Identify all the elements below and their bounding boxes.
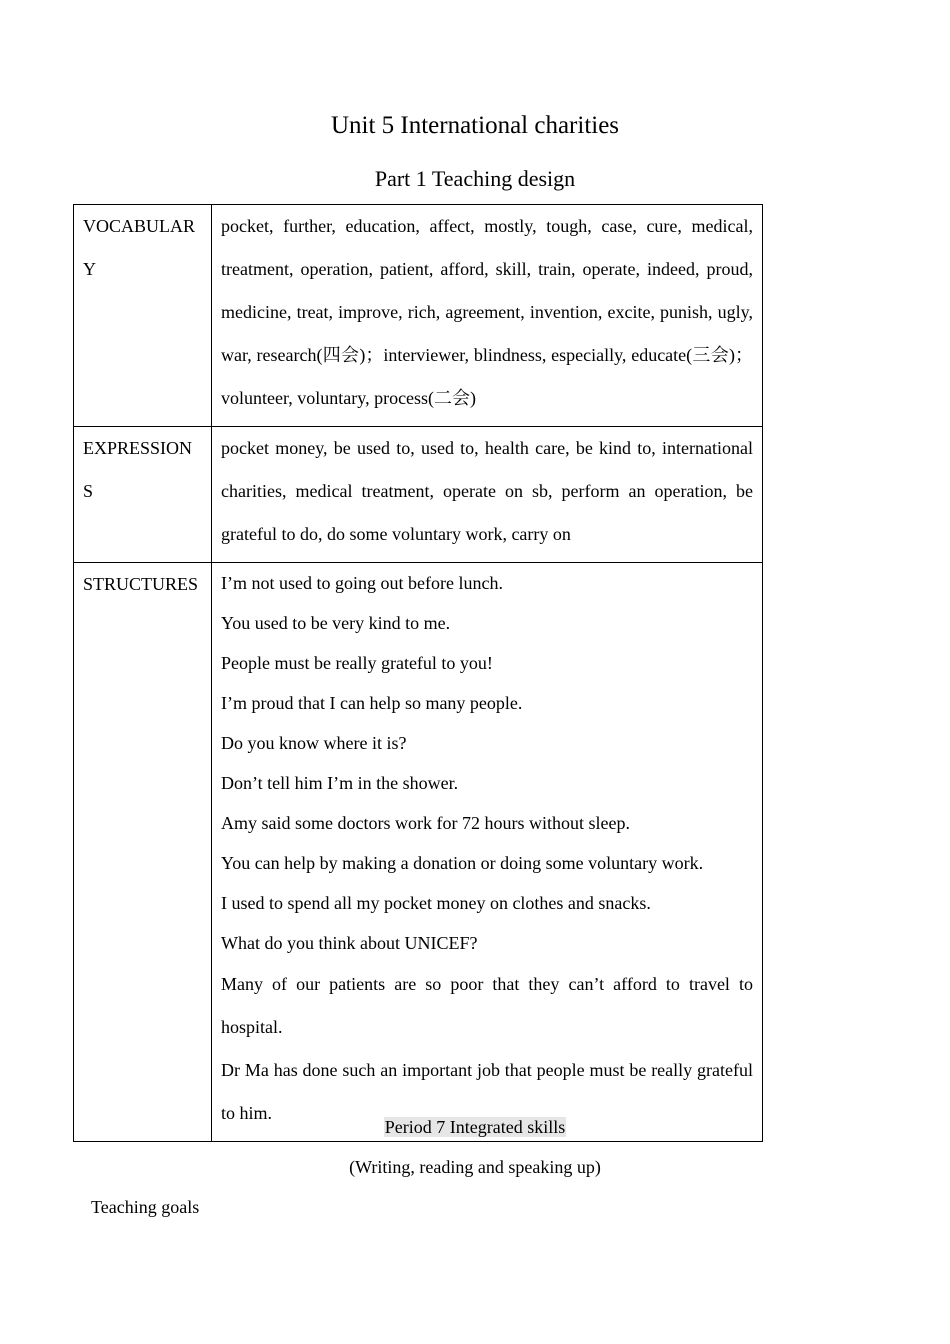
structure-sentence: I’m proud that I can help so many people. [221,693,523,713]
teaching-goals-heading: Teaching goals [91,1197,200,1217]
structure-sentence: You can help by making a donation or doing some voluntary work. [221,853,704,873]
table-row-expressions [74,427,763,563]
structures-label: STRUCTURES [74,563,212,1142]
structures-content [212,563,763,1142]
vocabulary-content: pocket, further, education, affect, mostly, tough, case, cure, medical, treatment, operation, patient, afford, skill, train, operate, indeed, proud, medicine, treat, improve, rich, agreement, invention, excite, punish, ugly, war, research(四会)；interviewer, blindness, especially, educate(三会)；volunteer, voluntary, process(二会) [212,205,763,427]
structure-sentence: Amy said some doctors work for 72 hours without sleep. [221,813,630,833]
expressions-content: pocket money, be used to, used to, health care, be kind to, international charities, medical treatment, operate on sb, perform an operation, be grateful to do, do some voluntary work, carry on [212,427,763,563]
expressions-label: EXPRESSIONS [74,427,212,563]
structure-sentence: I used to spend all my pocket money on clothes and snacks. [221,893,651,913]
structure-sentence: People must be really grateful to you! [221,653,493,673]
period-heading [0,1114,950,1140]
period-heading-text: Period 7 Integrated skills [384,1117,566,1137]
structure-sentence: I’m not used to going out before lunch. [221,573,503,593]
structure-sentence: What do you think about UNICEF? [221,933,478,953]
structure-sentence: You used to be very kind to me. [221,613,451,633]
document-subtitle: Part 1 Teaching design [374,166,576,191]
structure-sentence: Many of our patients are so poor that they can’t afford to travel to hospital. [221,974,753,1037]
document-title: Unit 5 International charities [330,112,620,139]
period-subheading: (Writing, reading and speaking up) [349,1157,601,1177]
structure-sentence: Don’t tell him I’m in the shower. [221,773,459,793]
vocabulary-label: VOCABULARY [74,205,212,427]
teaching-design-table [73,204,763,1142]
structure-sentence: Dr Ma has done such an important job that people must be really grateful to him. [221,1060,753,1123]
table-row-vocabulary [74,205,763,427]
table-row-structures [74,563,763,1142]
structure-sentence: Do you know where it is? [221,733,407,753]
